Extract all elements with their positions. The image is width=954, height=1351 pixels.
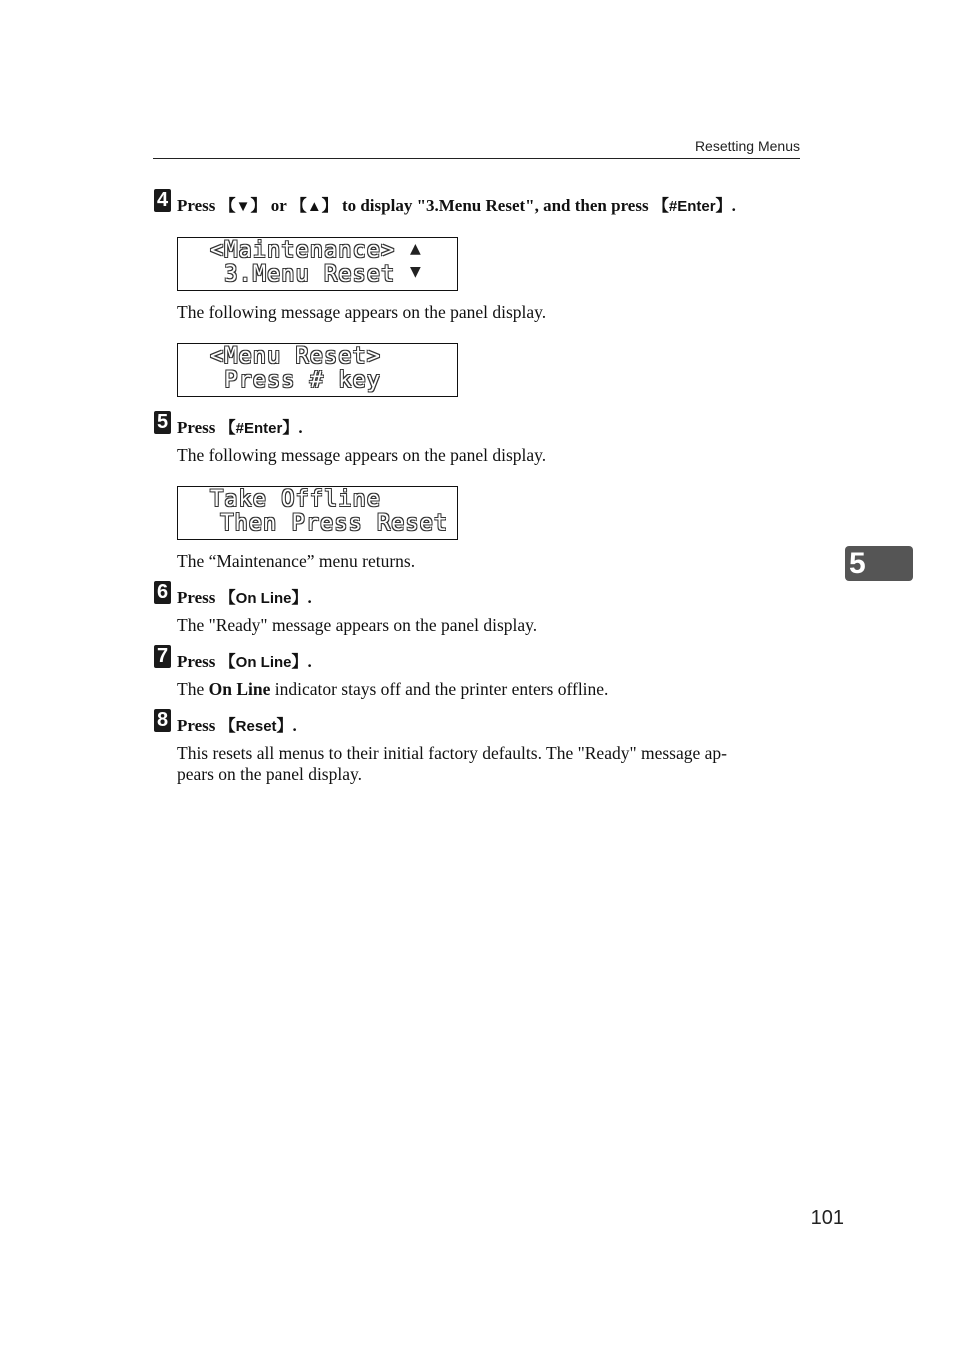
press-label: Press [177, 652, 216, 671]
step-4-instruction [177, 195, 736, 218]
bracket-close: 】 [250, 196, 267, 215]
lcd-display-maintenance [177, 237, 458, 291]
maintenance-returns-text: The “Maintenance” menu returns. [177, 551, 416, 571]
step-8-instruction [177, 715, 297, 738]
bracket-open: 【 [219, 196, 236, 215]
online-indicator-text [177, 679, 802, 700]
online-bold: On Line [208, 679, 271, 699]
period: . [292, 716, 297, 735]
down-arrow-key: ▼ [235, 198, 251, 215]
bracket-open: 【 [219, 588, 236, 607]
bracket-open: 【 [219, 716, 236, 735]
press-label: Press [177, 418, 216, 437]
lcd-line-2: Then Press Reset [206, 511, 449, 536]
running-header: Resetting Menus [694, 138, 800, 154]
bracket-open: 【 [219, 652, 236, 671]
bracket-open: 【 [219, 418, 236, 437]
lcd-line-1: <Maintenance> [210, 238, 396, 263]
lcd-display-menu-reset [177, 343, 458, 397]
lcd-line-1: <Menu Reset> [210, 344, 381, 369]
period: . [298, 418, 303, 437]
ready-message-text: The "Ready" message appears on the panel display. [177, 615, 538, 635]
period: . [307, 588, 312, 607]
lcd-line-2: 3.Menu Reset [210, 262, 396, 287]
online-pre: The [177, 679, 205, 699]
online-key: On Line [235, 654, 292, 671]
online-key: On Line [235, 590, 292, 607]
step-number-8: 8 [154, 709, 171, 732]
step-number-7: 7 [154, 645, 171, 668]
step-7-instruction [177, 651, 312, 674]
lcd-line-2: Press # key [210, 368, 381, 393]
or-label: or [270, 196, 287, 215]
chapter-tab: 5 [845, 546, 913, 581]
page-number: 101 [810, 1207, 844, 1229]
panel-message-text: The following message appears on the panel display. [177, 445, 547, 465]
period: . [731, 196, 736, 215]
step-6-instruction [177, 587, 312, 610]
panel-message-text: The following message appears on the panel display. [177, 302, 547, 322]
step-number-6: 6 [154, 581, 171, 604]
enter-key: #Enter [235, 420, 283, 437]
step-4-middle-text: to display "3.Menu Reset", and then press [341, 196, 649, 215]
up-arrow-key: ▲ [306, 198, 322, 215]
step-number-5: 5 [154, 411, 171, 434]
bracket-open: 【 [652, 196, 669, 215]
lcd-line-1: Take Offline [210, 487, 381, 512]
step-number-4: 4 [154, 189, 171, 212]
bracket-close: 】 [282, 418, 299, 437]
scroll-up-icon: ▲ [410, 241, 421, 257]
scroll-down-icon: ▼ [410, 264, 421, 280]
bracket-close: 】 [276, 716, 293, 735]
step-5-instruction [177, 417, 303, 440]
lcd-display-take-offline [177, 486, 458, 540]
reset-description-line-1: This resets all menus to their initial factory defaults. The "Ready" message ap- [177, 743, 727, 763]
online-post: indicator stays off and the printer enters offline. [274, 679, 609, 699]
reset-key: Reset [235, 718, 277, 735]
bracket-open: 【 [290, 196, 307, 215]
press-label: Press [177, 196, 216, 215]
reset-description-line-2: pears on the panel display. [177, 764, 362, 784]
enter-key: #Enter [668, 198, 716, 215]
bracket-close: 】 [291, 588, 308, 607]
period: . [307, 652, 312, 671]
bracket-close: 】 [321, 196, 338, 215]
press-label: Press [177, 588, 216, 607]
bracket-close: 】 [715, 196, 732, 215]
bracket-close: 】 [291, 652, 308, 671]
header-rule [153, 158, 800, 159]
press-label: Press [177, 716, 216, 735]
